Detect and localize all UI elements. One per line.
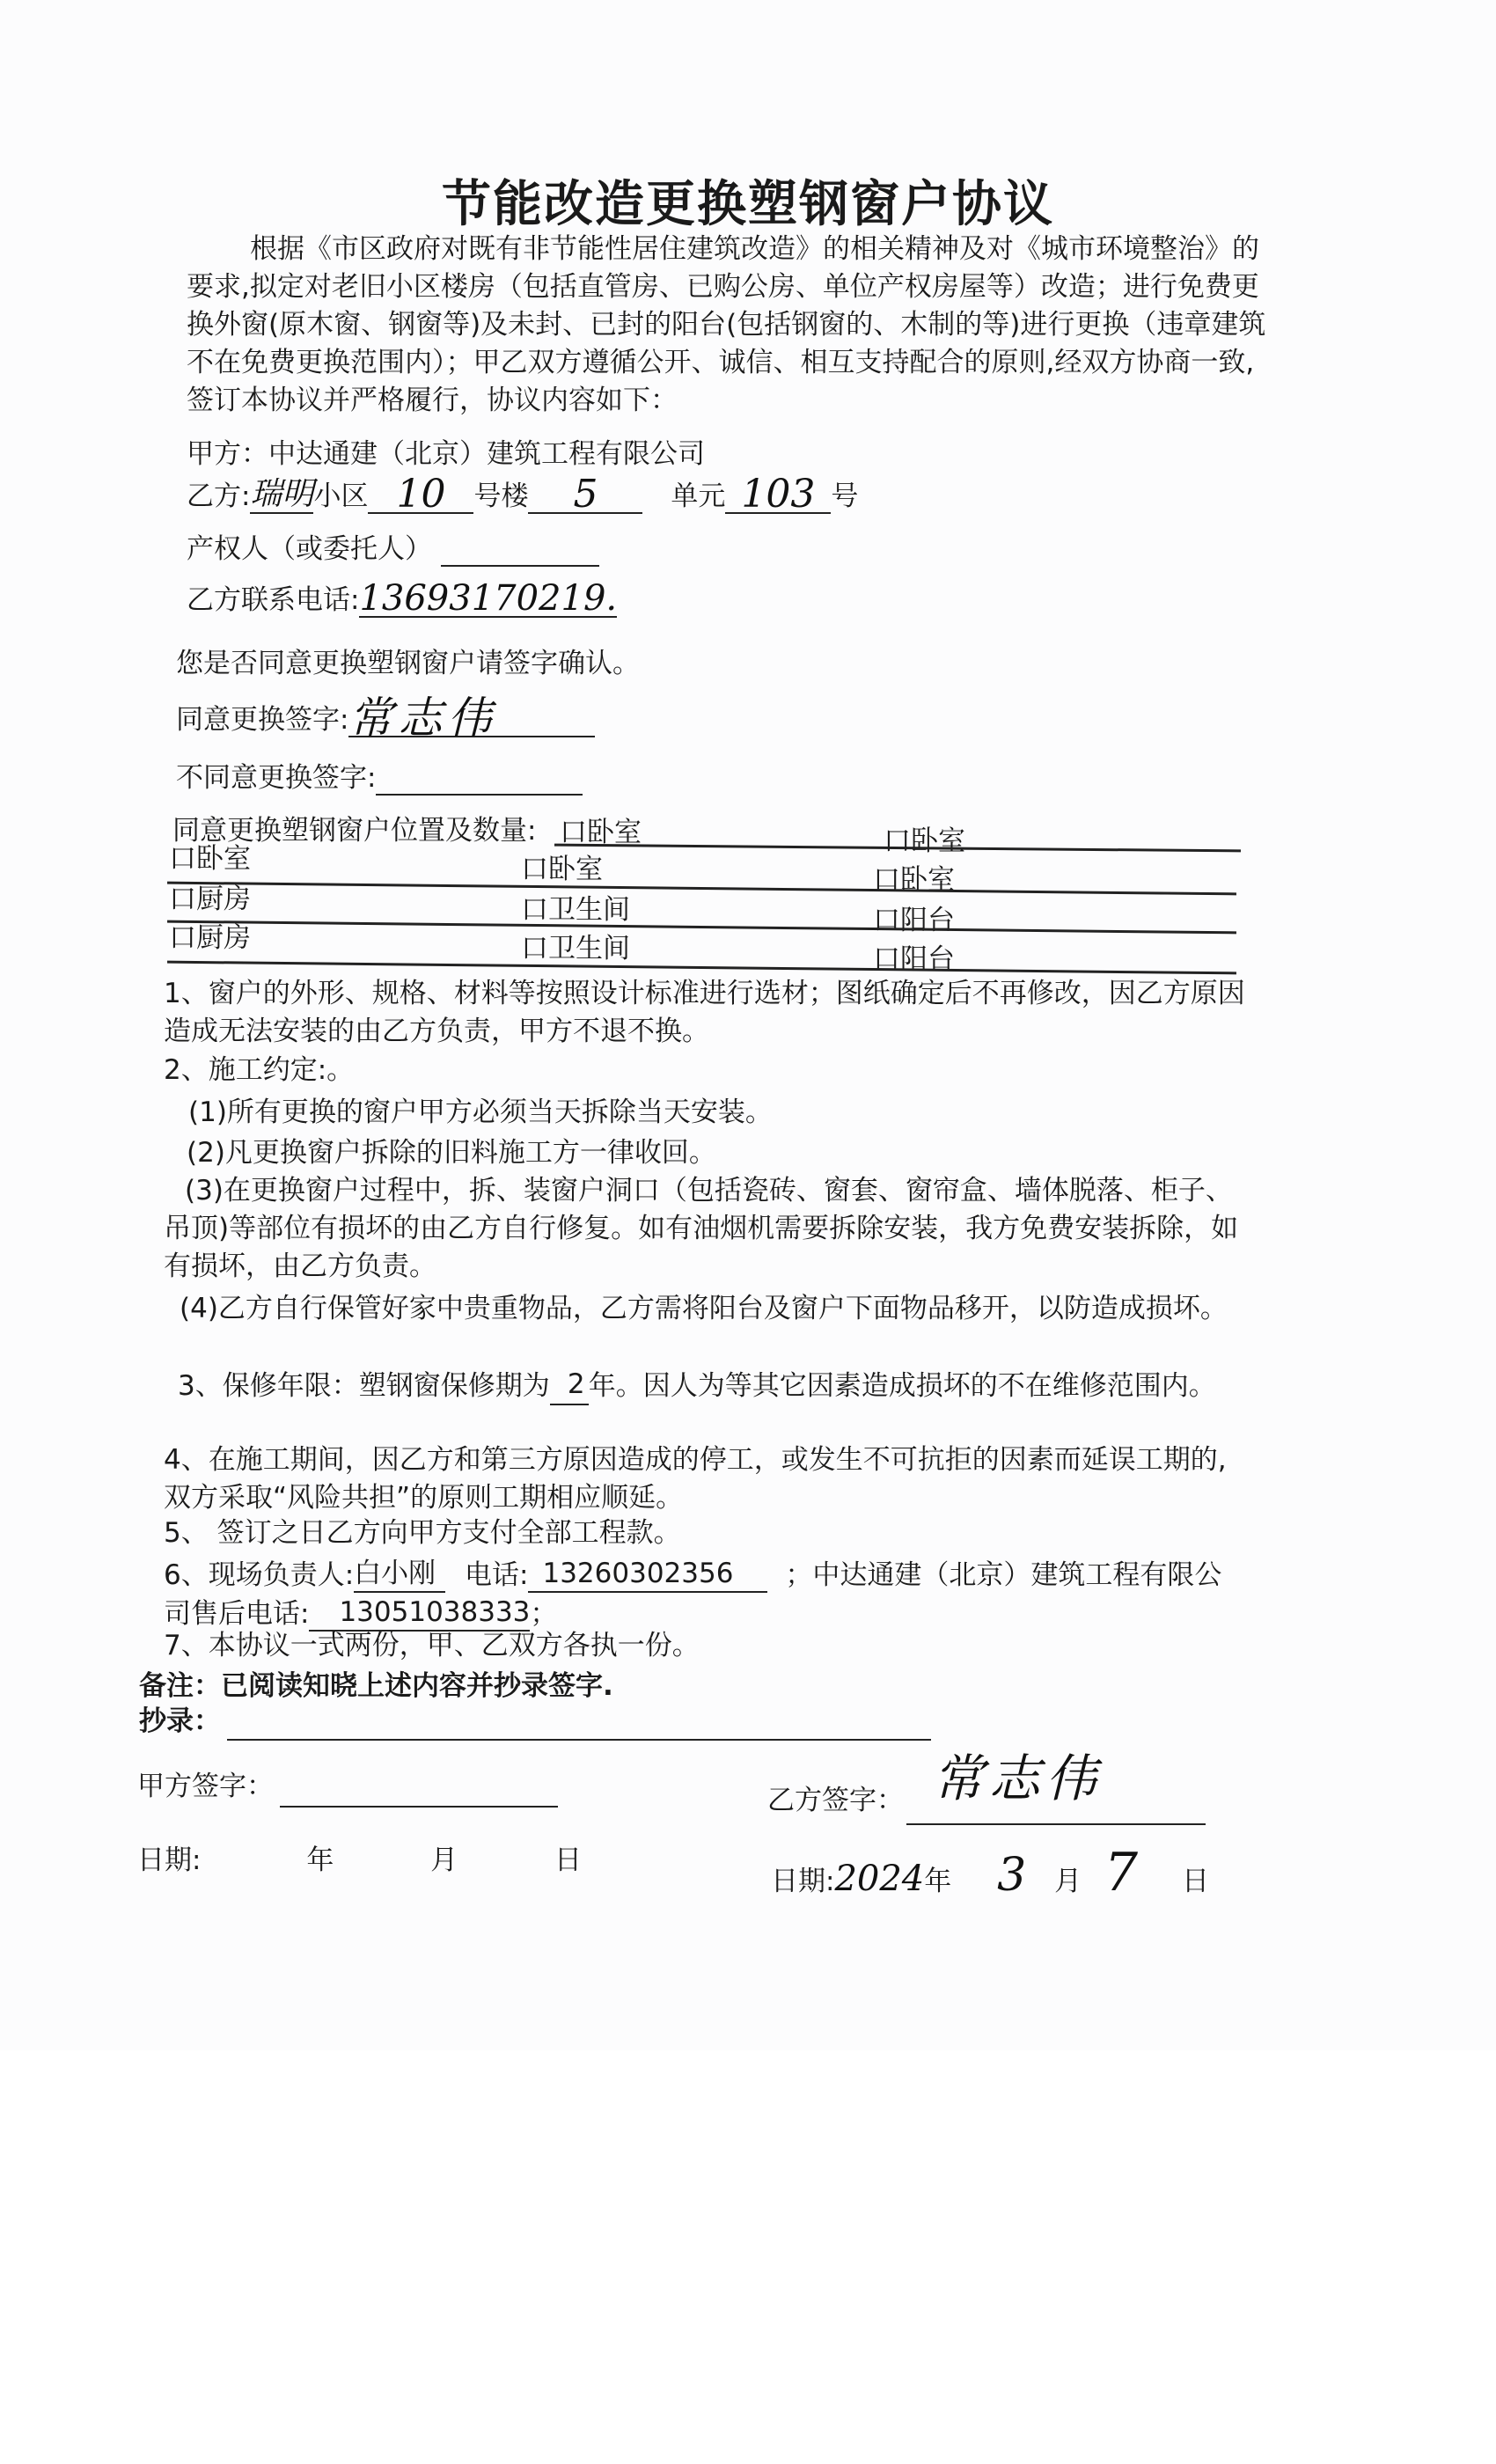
clause-2: 2、施工约定:。	[164, 1054, 355, 1086]
after-sales-end: ；	[530, 1598, 558, 1630]
owner-label: 产权人（或委托人）	[187, 533, 432, 565]
owner-line	[187, 532, 599, 567]
after-sales-phone: 13051038333	[309, 1595, 530, 1632]
building-field: 10	[368, 477, 473, 514]
date-b-day: 日	[1181, 1866, 1209, 1897]
date-a-day: 日	[554, 1844, 583, 1876]
building-suffix: 号楼	[473, 480, 529, 512]
remark: 备注：已阅读知晓上述内容并抄录签字.	[139, 1670, 613, 1702]
room-field: 103	[725, 477, 831, 514]
phone-line	[187, 578, 618, 619]
party-b-label: 乙方:	[187, 480, 251, 512]
date-a-month: 月	[430, 1844, 458, 1876]
party-b-line	[187, 472, 859, 517]
clause-6-pre: 6、现场负责人:	[164, 1559, 355, 1591]
phone-label: 乙方联系电话:	[187, 584, 360, 616]
location-kitchen-1: 口厨房	[169, 884, 251, 915]
grid-line-2	[167, 882, 1236, 896]
agree-line	[176, 693, 595, 744]
location-bathroom-2: 口卫生间	[521, 933, 630, 964]
date-b-month: 月	[1054, 1866, 1082, 1897]
clause-6-after	[164, 1595, 557, 1632]
date-b-year: 年	[924, 1866, 952, 1897]
date-b	[771, 1842, 1209, 1903]
clause-6-phone-label: 电话:	[465, 1559, 529, 1591]
sign-b-signature: 常志伟	[933, 1749, 1103, 1808]
unit-field: 5	[528, 477, 642, 514]
clause-6-company: ；中达通建（北京）建筑工程有限公	[785, 1559, 1222, 1591]
location-balcony-1: 口阳台	[873, 905, 955, 936]
date-b-month-value: 3	[997, 1849, 1027, 1902]
copy-label: 抄录：	[139, 1705, 221, 1737]
warranty-years: 2	[550, 1366, 589, 1405]
intro-paragraph: 根据《市区政府对既有非节能性居住建筑改造》的相关精神及对《城市环境整治》的要求,拟定对老旧小区楼房（包括直管房、已购公房、单位产权房屋等）改造；进行免费更换外窗(原木窗、钢窗等)及未封、已封的阳台(包括钢窗的、木制的等)进行更换（违章建筑不在免费更换范围内）；甲乙双方遵循公开、诚信、相互支持配合的原则,经双方协商一致,签订本协议并严格履行，协议内容如下：	[187, 233, 1266, 416]
agree-signature: 常志伟	[348, 700, 595, 737]
locations-label: 同意更换塑钢窗户位置及数量:	[172, 815, 537, 847]
clause-7: 7、本协议一式两份，甲、乙双方各执一份。	[164, 1630, 700, 1661]
clause-2-4: (4)乙方自行保管好家中贵重物品，乙方需将阳台及窗户下面物品移开，以防造成损坏。	[180, 1293, 1228, 1324]
grid-line-3	[167, 920, 1236, 935]
clause-3-post: 年。因人为等其它因素造成损坏的不在维修范围内。	[588, 1370, 1216, 1402]
phone-field: 13693170219.	[359, 578, 618, 619]
location-bedroom-1: 口卧室	[560, 817, 642, 848]
room-suffix: 号	[831, 480, 859, 512]
location-bedroom-5: 口卧室	[873, 864, 955, 896]
community-suffix: 小区	[313, 480, 369, 512]
sign-a-line	[280, 1806, 558, 1808]
community-field: 瑞明	[250, 476, 314, 512]
unit-suffix: 单元	[671, 480, 726, 512]
site-manager: 白小刚	[354, 1556, 445, 1593]
copy-line	[227, 1739, 931, 1741]
date-b-day-value: 7	[1104, 1842, 1139, 1903]
owner-field	[441, 535, 599, 567]
disagree-field	[376, 764, 583, 796]
sign-a-label: 甲方签字：	[137, 1771, 274, 1802]
date-a-label: 日期:	[137, 1844, 202, 1876]
date-a-year: 年	[306, 1844, 334, 1876]
date-b-year-value: 2024	[834, 1859, 925, 1899]
disagree-line	[176, 760, 583, 796]
location-bathroom-1: 口卫生间	[521, 894, 630, 926]
clause-5: 5、 签订之日乙方向甲方支付全部工程款。	[164, 1517, 681, 1549]
location-bedroom-2: 口卧室	[884, 825, 965, 857]
party-a-line: 甲方：中达通建（北京）建筑工程有限公司	[187, 438, 705, 470]
location-bedroom-3: 口卧室	[169, 843, 251, 875]
site-manager-phone: 13260302356	[528, 1556, 767, 1593]
agree-label: 同意更换签字:	[176, 704, 349, 736]
disagree-label: 不同意更换签字:	[176, 762, 377, 794]
location-balcony-2: 口阳台	[873, 943, 955, 975]
clause-3-pre: 3、保修年限：塑钢窗保修期为	[178, 1370, 550, 1402]
grid-line-4	[167, 961, 1236, 975]
clause-1: 1、窗户的外形、规格、材料等按照设计标准进行选材；图纸确定后不再修改，因乙方原因造成无法安装的由乙方负责，甲方不退不换。	[164, 978, 1245, 1047]
date-b-label: 日期:	[771, 1866, 835, 1897]
page-title: 节能改造更换塑钢窗户协议	[442, 176, 1054, 233]
sign-b-line	[906, 1823, 1206, 1825]
location-kitchen-2: 口厨房	[169, 922, 251, 954]
after-sales-label: 司售后电话:	[164, 1598, 310, 1630]
clause-3	[164, 1366, 1246, 1405]
clause-2-2: (2)凡更换窗户拆除的旧料施工方一律收回。	[187, 1137, 716, 1169]
clause-6	[164, 1556, 1221, 1593]
clause-2-1: (1)所有更换的窗户甲方必须当天拆除当天安装。	[188, 1096, 773, 1128]
clause-4: 4、在施工期间，因乙方和第三方原因造成的停工，或发生不可抗拒的因素而延误工期的,双方采取“风险共担”的原则工期相应顺延。	[164, 1444, 1227, 1514]
sign-b-label: 乙方签字：	[767, 1785, 904, 1816]
clause-2-3: (3)在更换窗户过程中，拆、装窗户洞口（包括瓷砖、窗套、窗帘盒、墙体脱落、柜子、吊顶)等部位有损坏的由乙方自行修复。如有油烟机需要拆除安装，我方免费安装拆除，如有损坏，由乙方负责。	[164, 1175, 1239, 1282]
confirm-prompt: 您是否同意更换塑钢窗户请签字确认。	[176, 648, 640, 679]
location-bedroom-4: 口卧室	[521, 854, 603, 885]
date-a	[137, 1843, 582, 1878]
